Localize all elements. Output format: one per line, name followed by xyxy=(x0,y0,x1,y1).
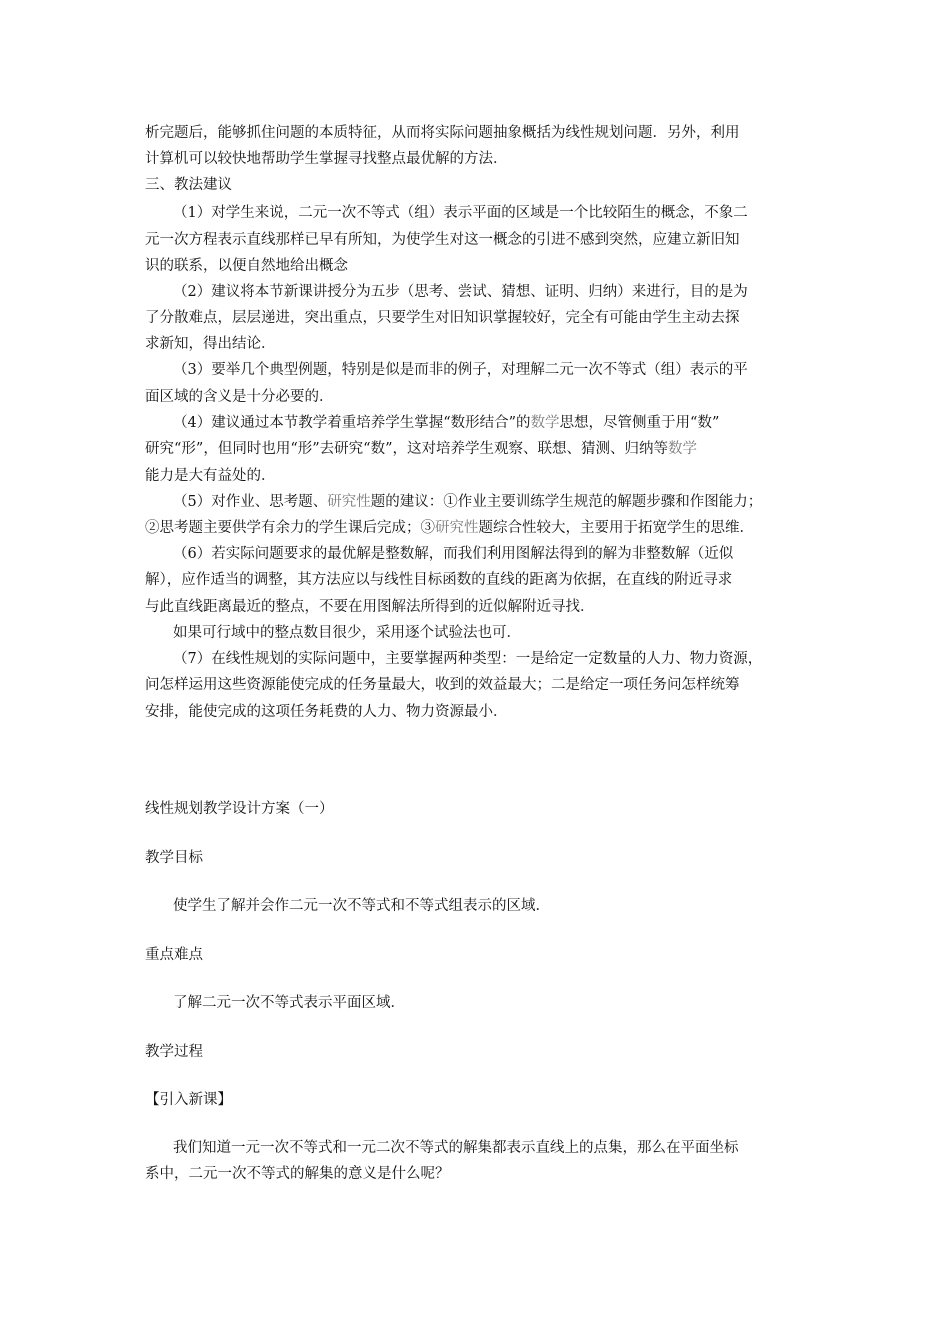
key-heading: 重点难点 xyxy=(145,947,203,963)
item-4-line-1 xyxy=(173,416,719,431)
item-7-line-3: 安排，能使完成的这项任务耗费的人力、物力资源最小． xyxy=(145,704,508,720)
intro-heading: 【引入新课】 xyxy=(145,1092,232,1108)
item-6-line-2: 解），应作适当的调整，其方法应以与线性目标函数的直线的距离为依据，在直线的附近寻求 xyxy=(145,572,733,588)
item-1-line-1: （1）对学生来说，二元一次不等式（组）表示平面的区域是一个比较陌生的概念，不象二 xyxy=(173,205,748,221)
item-7-line-2: 问怎样运用这些资源能使完成的任务量最大，收到的效益最大；二是给定一项任务问怎样统筹 xyxy=(145,677,740,693)
item-3-line-1: （3）要举几个典型例题，特别是似是而非的例子，对理解二元一次不等式（组）表示的平 xyxy=(173,362,748,378)
item-4-line-3: 能力是大有益处的． xyxy=(145,468,276,484)
item-6-line-1: （6）若实际问题要求的最优解是整数解，而我们利用图解法得到的解为非整数解（近似 xyxy=(173,546,734,562)
item-1-line-2: 元一次方程表示直线那样已早有所知，为使学生对这一概念的引进不感到突然，应建立新旧知 xyxy=(145,232,740,248)
key-text: 了解二元一次不等式表示平面区域． xyxy=(173,995,405,1011)
item-5-text-c: 题的建议：①作业主要训练学生规范的解题步骤和作图能力； xyxy=(370,494,763,510)
item-5-line-1 xyxy=(173,495,762,510)
item-6-line-4: 如果可行域中的整点数目很少，采用逐个试验法也可． xyxy=(173,625,521,641)
intro-line-1: 析完题后，能够抓住问题的本质特征，从而将实际问题抽象概括为线性规划问题．另外，利用 xyxy=(145,125,740,141)
item-3-line-2: 面区域的含义是十分必要的． xyxy=(145,389,334,405)
goal-heading: 教学目标 xyxy=(145,850,203,866)
section-title: 三、教法建议 xyxy=(145,177,232,193)
item-2-line-1: （2）建议将本节新课讲授分为五步（思考、尝试、猜想、证明、归纳）来进行，目的是为 xyxy=(173,284,748,300)
item-4-line-2 xyxy=(145,442,697,457)
item-4-text-a: （4）建议通过本节教学着重培养学生掌握“数形结合”的 xyxy=(173,415,531,431)
item-4-text-c: 思想，尽管侧重于用“数” xyxy=(559,415,720,431)
math-link[interactable]: 数学 xyxy=(530,415,560,431)
math-link[interactable]: 数学 xyxy=(667,441,697,457)
item-2-line-3: 求新知，得出结论． xyxy=(145,336,276,352)
process-heading: 教学过程 xyxy=(145,1044,203,1060)
item-5-text-2c: 题综合性较大，主要用于拓宽学生的思维． xyxy=(478,520,754,536)
research-link[interactable]: 研究性 xyxy=(435,520,479,536)
design-title: 线性规划教学设计方案（一） xyxy=(145,801,334,817)
intro-text-line-2: 系中，二元一次不等式的解集的意义是什么呢？ xyxy=(145,1166,450,1182)
intro-line-2: 计算机可以较快地帮助学生掌握寻找整点最优解的方法． xyxy=(145,151,508,167)
goal-text: 使学生了解并会作二元一次不等式和不等式组表示的区域． xyxy=(173,898,550,914)
item-1-line-3: 识的联系，以便自然地给出概念 xyxy=(145,258,348,274)
item-4-text-2a: 研究“形”，但同时也用“形”去研究“数”，这对培养学生观察、联想、猜测、归纳等 xyxy=(145,441,668,457)
item-5-text-a: （5）对作业、思考题、 xyxy=(173,494,328,510)
intro-text-line-1: 我们知道一元一次不等式和一元二次不等式的解集都表示直线上的点集，那么在平面坐标 xyxy=(173,1140,739,1156)
item-6-line-3: 与此直线距离最近的整点，不要在用图解法所得到的近似解附近寻找． xyxy=(145,599,595,615)
item-2-line-2: 了分散难点，层层递进，突出重点，只要学生对旧知识掌握较好，完全有可能由学生主动去探 xyxy=(145,310,740,326)
item-7-line-1: （7）在线性规划的实际问题中，主要掌握两种类型：一是给定一定数量的人力、物力资源， xyxy=(173,651,763,667)
item-5-text-2a: ②思考题主要供学有余力的学生课后完成；③ xyxy=(145,520,435,536)
research-link[interactable]: 研究性 xyxy=(327,494,371,510)
item-5-line-2 xyxy=(145,521,754,536)
